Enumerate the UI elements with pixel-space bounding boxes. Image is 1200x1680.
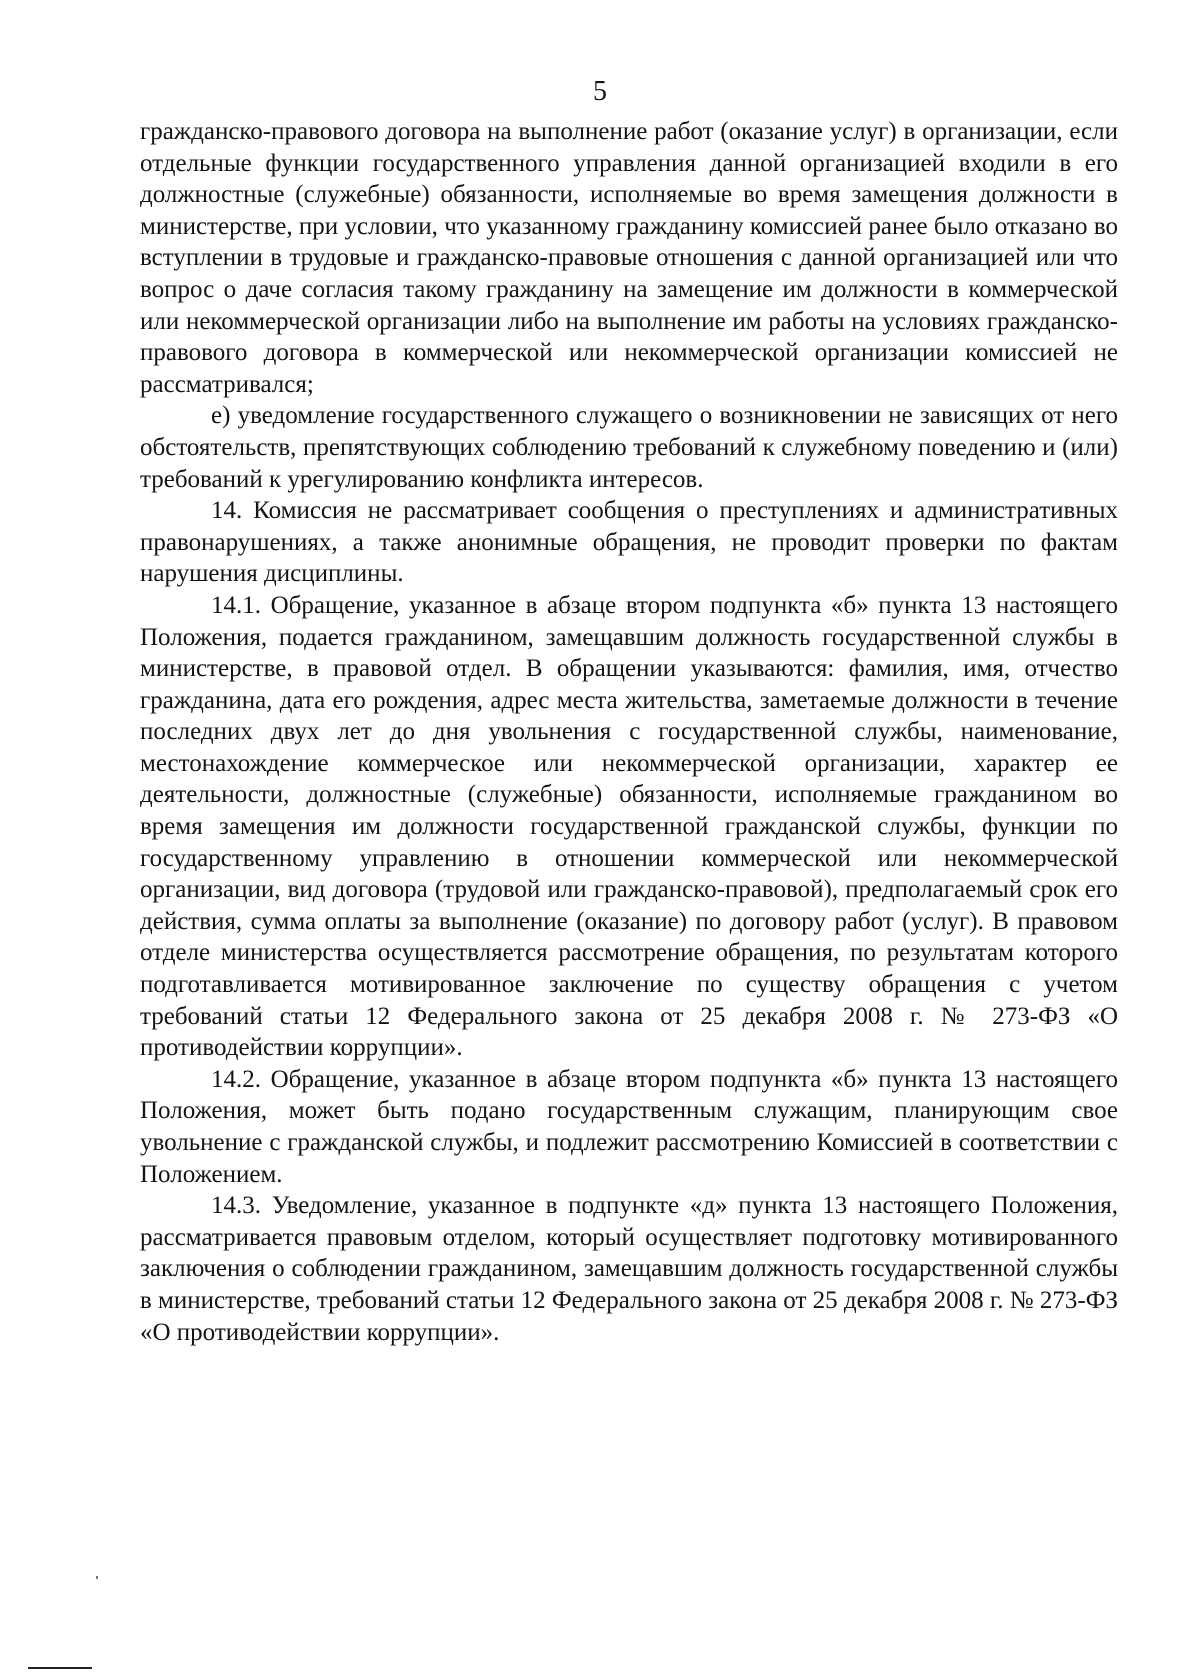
paragraph-continuation: гражданско-правового договора на выполнение работ (оказание услуг) в организации, если отдельные функции государственного управления данной организацией входили в его должностные (служебные) обязанности, исполняемые во время замещения должности в министерстве, при условии, что указанному гражданину комиссией ранее было отказано во вступлении в трудовые и гражданско-правовые отношения с данной организацией или что вопрос о даче согласия такому гражданину на замещение им должности в коммерческой или некоммерческой организации либо на выполнение им работы на условиях гражданско-правового договора в коммерческой или некоммерческой организации комиссией не рассматривался; (140, 118, 1118, 398)
scan-speck (96, 1576, 98, 1579)
document-body (140, 116, 1118, 1348)
paragraph-14-1: 14.1. Обращение, указанное в абзаце втором подпункта «б» пункта 13 настоящего Положения, подается гражданином, замещавшим должность государственной службы в министерстве, в правовой отдел. В обращении указываются: фамилия, имя, отчество гражданина, дата его рождения, адрес места жительства, заметаемые должности в течение последних двух лет до дня увольнения с государственной службы, наименование, местонахождение коммерческое или некоммерческой организации, характер ее деятельности, должностные (служебные) обязанности, исполняемые гражданином во время замещения им должности государственной гражданской службы, функции по государственному управлению в отношении коммерческой или некоммерческой организации, вид договора (трудовой или гражданско-правовой), предполагаемый срок его действия, сумма оплаты за выполнение (оказание) по договору работ (услуг). В правовом отделе министерства осуществляется рассмотрение обращения, по результатам которого подготавливается мотивированное заключение по существу обращения с учетом требований статьи 12 Федерального закона от 25 декабря 2008 г. № 273-ФЗ «О противодействии коррупции». (140, 591, 1118, 1062)
paragraph-item-e: е) уведомление государственного служащего о возникновении не зависящих от него обстоятельств, препятствующих соблюдению требований к служебному поведению и (или) требований к урегулированию конфликта интересов. (140, 402, 1118, 493)
paragraph-14-2: 14.2. Обращение, указанное в абзаце втором подпункта «б» пункта 13 настоящего Положения, может быть подано государственным служащим, планирующим свое увольнение с гражданской службы, и подлежит рассмотрению Комиссией в соответствии с Положением. (140, 1065, 1118, 1188)
paragraph-14-3: 14.3. Уведомление, указанное в подпункте «д» пункта 13 настоящего Положения, рассматривается правовым отделом, который осуществляет подготовку мотивированного заключения о соблюдении гражданином, замещавшим должность государственной службы в министерстве, требований статьи 12 Федерального закона от 25 декабря 2008 г. № 273-ФЗ «О противодействии коррупции». (140, 1192, 1118, 1346)
paragraph-14: 14. Комиссия не рассматривает сообщения о преступлениях и административных правонарушениях, а также анонимные обращения, не проводит проверки по фактам нарушения дисциплины. (140, 497, 1118, 588)
scan-edge-mark (28, 1667, 92, 1669)
page-number: 5 (593, 76, 607, 107)
